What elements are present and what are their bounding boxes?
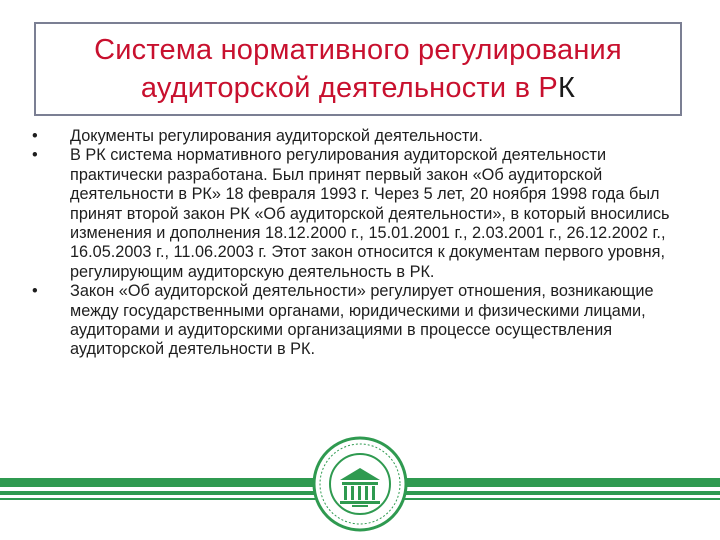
bullet-list <box>30 127 690 360</box>
university-seal-icon <box>312 436 408 532</box>
bullet-text-2: В РК система нормативного регулирования аудиторской деятельности практически разработана. Был принят первый закон «Об аудиторской деятельности в РК» 18 февраля 1993 г. Через 5 лет, 20 ноября 1998 года был принят второй закон РК «Об аудиторской деятельности», в который вносились изменения и дополнения 18.12.2000 г., 15.01.2001 г., 2.03.2001 г., 26.12.2002 г., 16.05.2003 г., 11.06.2003 г. Этот закон относится к документам первого уровня, регулирующим аудиторскую деятельность в РК. <box>70 146 670 281</box>
bullet-text-3: Закон «Об аудиторской деятельности» регулирует отношения, возникающие между государственными органами, юридическими и физическими лицами, аудиторами и аудиторскими организациями в процессе осуществления аудиторской деятельности в РК. <box>70 282 654 359</box>
slide-title-line-2 <box>141 69 575 107</box>
slide-title-line-2-main: аудиторской деятельности в Р <box>140 72 558 104</box>
bullet-item-3 <box>30 282 690 360</box>
bullet-text-1: Документы регулирования аудиторской деятельности. <box>70 127 483 145</box>
title-frame <box>34 22 682 116</box>
bullet-item-2 <box>30 146 690 282</box>
bullet-item-1 <box>30 127 690 146</box>
bullet-dot: • <box>32 282 38 301</box>
slide-title-line-1: Система нормативного регулирования <box>94 34 622 66</box>
slide-title-line-2-last: К <box>557 72 576 104</box>
bullet-dot: • <box>32 146 38 165</box>
bullet-dot: • <box>32 127 38 145</box>
